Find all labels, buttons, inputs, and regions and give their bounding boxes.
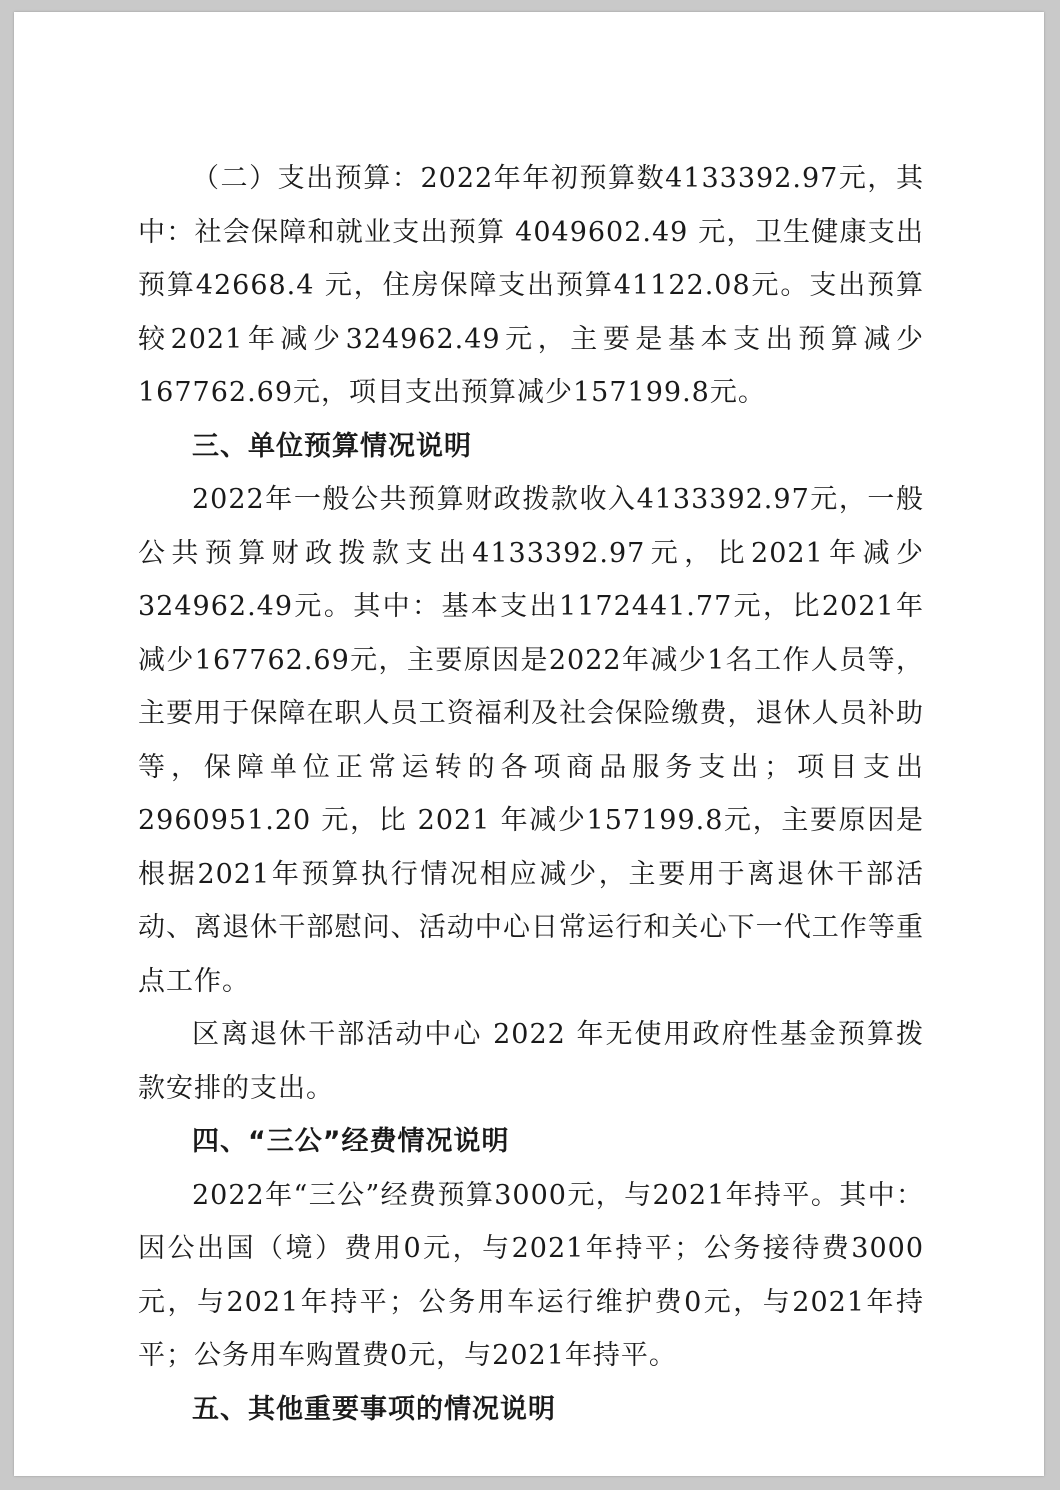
section-heading-three-public: 四、“三公”经费情况说明 (192, 1126, 510, 1157)
paragraph-government-fund: 区离退休干部活动中心 2022 年无使用政府性基金预算拨款安排的支出。 (138, 1019, 924, 1104)
document-body (138, 152, 924, 1436)
paragraph-three-public-funds: 2022年“三公”经费预算3000元，与2021年持平。其中：因公出国（境）费用0元，与2021年持平；公务接待费3000元，与2021年持平；公务用车运行维护费0元，与2021年持平；公务用车购置费0元，与2021年持平。 (138, 1179, 924, 1371)
section-heading-unit-budget: 三、单位预算情况说明 (192, 430, 472, 462)
section-heading-other-matters: 五、其他重要事项的情况说明 (192, 1393, 556, 1425)
document-page (14, 12, 1044, 1476)
paragraph-expenditure-budget: （二）支出预算：2022年年初预算数4133392.97元，其中：社会保障和就业支出预算 4049602.49 元，卫生健康支出预算42668.4 元，住房保障支出预算41122.08元。支出预算较2021年减少324962.49元，主要是基本支出预算减少167762.69元，项目支出预算减少157199.8元。 (138, 163, 924, 408)
paragraph-unit-budget-detail: 2022年一般公共预算财政拨款收入4133392.97元，一般公共预算财政拨款支出4133392.97元，比2021年减少324962.49元。其中：基本支出1172441.77元，比2021年减少167762.69元，主要原因是2022年减少1名工作人员等，主要用于保障在职人员工资福利及社会保险缴费，退休人员补助等，保障单位正常运转的各项商品服务支出；项目支出 2960951.20 元，比 2021 年减少157199.8元，主要原因是根据2021年预算执行情况相应减少，主要用于离退休干部活动、离退休干部慰问、活动中心日常运行和关心下一代工作等重点工作。 (138, 484, 924, 997)
